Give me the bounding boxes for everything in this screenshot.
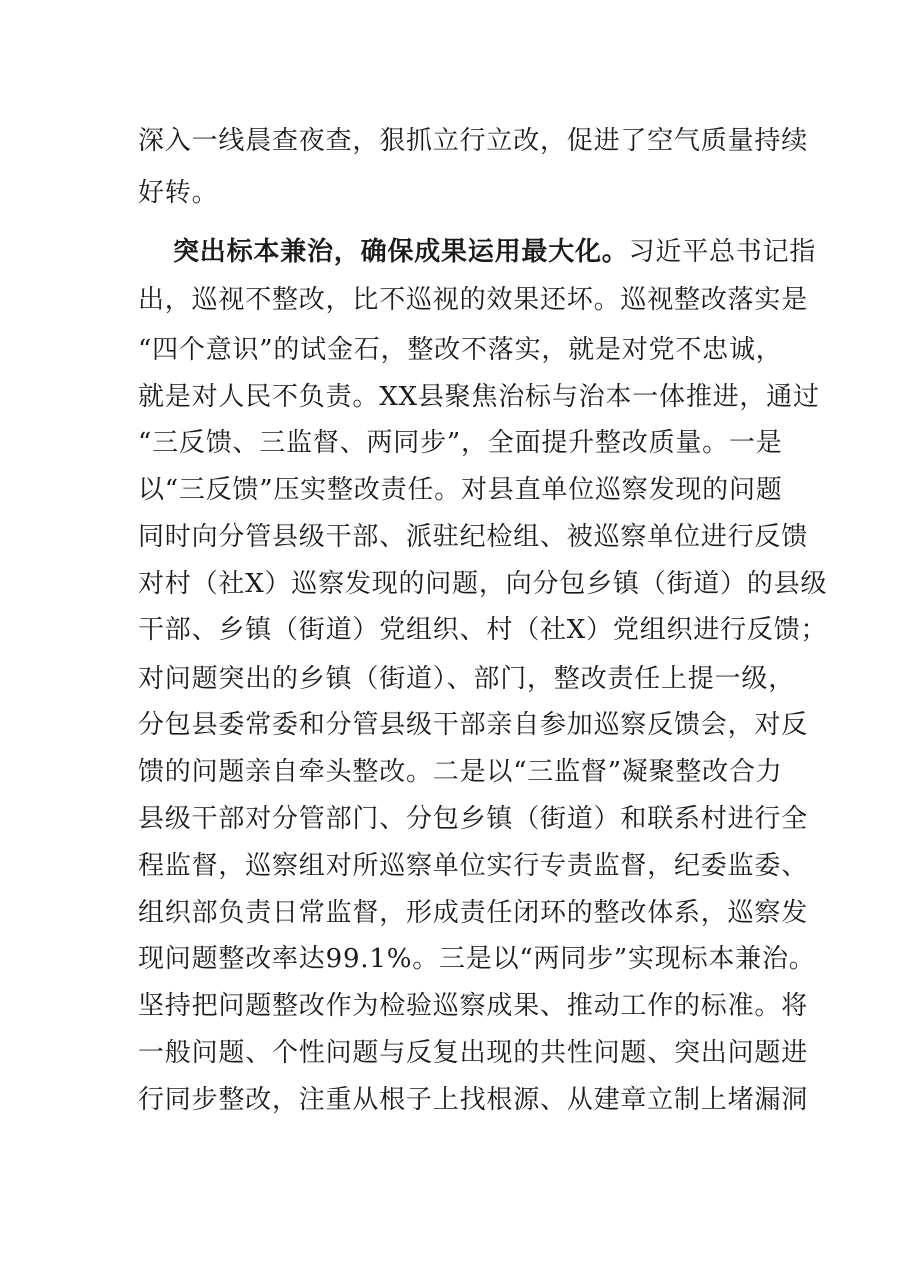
text-line: 现问题整改率达99.1%。三是以“两同步”实现标本兼治。	[138, 944, 816, 974]
text-line: 出，巡视不整改，比不巡视的效果还坏。巡视整改落实是	[138, 285, 809, 315]
text-line: 深入一线晨查夜查，狠抓立行立改，促进了空气质量持续	[138, 126, 809, 156]
text-line: 就是对人民不负责。XX县聚焦治标与治本一体推进，通过	[138, 382, 820, 412]
heading-continuation: 习近平总书记指	[628, 237, 817, 267]
text-line: 行同步整改，注重从根子上找根源、从建章立制上堵漏洞	[138, 1085, 809, 1115]
text-line: 程监督，巡察组对所巡察单位实行专责监督，纪委监委、	[138, 851, 809, 881]
text-line: 对村（社X）巡察发现的问题，向分包乡镇（街道）的县级	[138, 569, 828, 599]
text-line: 坚持把问题整改作为检验巡察成果、推动工作的标准。将	[138, 991, 809, 1021]
text-line: 对问题突出的乡镇（街道）、部门，整改责任上提一级，	[138, 664, 796, 694]
text-line: 组织部负责日常监督，形成责任闭环的整改体系，巡察发	[138, 898, 809, 928]
text-line: 馈的问题亲自牵头整改。二是以“三监督”凝聚整改合力	[138, 757, 783, 787]
text-line: 干部、乡镇（街道）党组织、村（社X）党组织进行反馈；	[138, 615, 828, 645]
text-line: “四个意识”的试金石，整改不落实，就是对党不忠诚，	[138, 335, 783, 365]
text-line: 一般问题、个性问题与反复出现的共性问题、突出问题进	[138, 1038, 809, 1068]
text-line: 分包县委常委和分管县级干部亲自参加巡察反馈会，对反	[138, 710, 809, 740]
text-line: “三反馈、三监督、两同步”，全面提升整改质量。一是	[138, 428, 783, 458]
text-line: 县级干部对分管部门、分包乡镇（街道）和联系村进行全	[138, 804, 809, 834]
text-line: 同时向分管县级干部、派驻纪检组、被巡察单位进行反馈	[138, 522, 809, 552]
section-heading: 突出标本兼治，确保成果运用最大化。	[173, 237, 629, 267]
paragraph-heading-line	[173, 237, 816, 267]
text-line: 以“三反馈”压实整改责任。对县直单位巡察发现的问题	[138, 475, 783, 505]
text-line: 好转。	[138, 178, 219, 208]
